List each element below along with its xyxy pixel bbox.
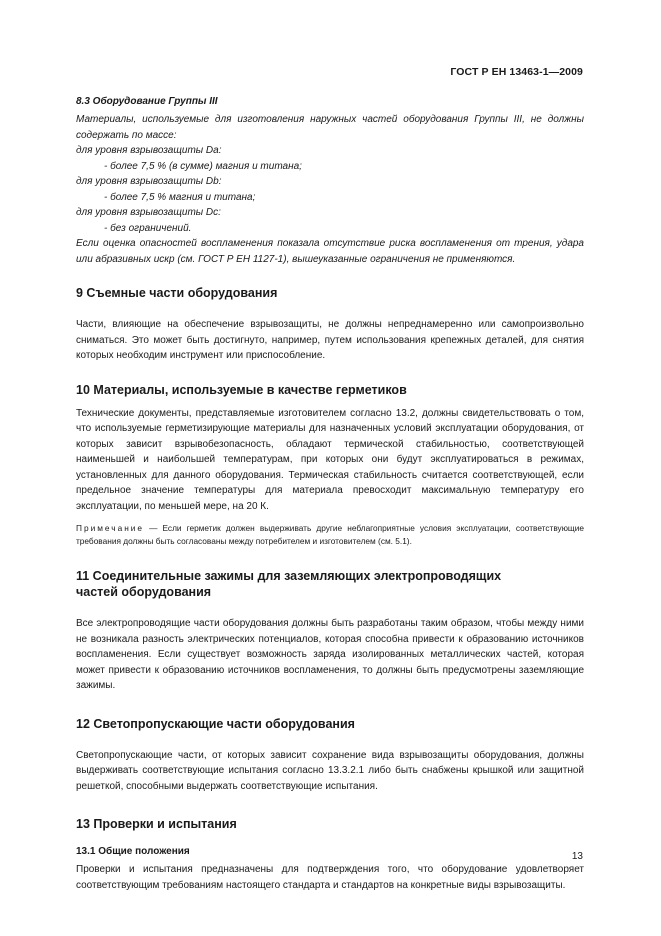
note-label: Примечание xyxy=(76,523,145,533)
section-10-text: Технические документы, представляемые изготовителем согласно 13.2, должны свидетельствовать о том, что используемые герметизирующие материалы для назначенных условий эксплуатации оборудования, от которых зависит взрывобезопасность, обладают термической стабильностью, соответствующей наименьшей и наибольшей температурам, при которых они будут эксплуатироваться в режимах, установленных для данного оборудования. Термическая стабильность считается соответствующей, если предельное значение температуры для материала превосходит максимальную температуру его эксплуатации, по меньшей мере, на 20 К. xyxy=(76,407,584,512)
level-dc-label: для уровня взрывозащиты Dc: xyxy=(76,207,221,218)
section-8-3-intro: Материалы, используемые для изготовления наружных частей оборудования Группы III, не должны содержать по массе: xyxy=(76,114,584,141)
section-11-title-line2: частей оборудования xyxy=(76,585,212,599)
section-13-1-text: Проверки и испытания предназначены для подтверждения того, что оборудование удовлетворяет соответствующим требованиям настоящего стандарта и стандартов на конкретные виды взрывозащиты. xyxy=(76,864,584,891)
level-db-label: для уровня взрывозащиты Db: xyxy=(76,176,222,187)
level-dc-item: - без ограничений. xyxy=(104,222,192,234)
section-12-text: Светопропускающие части, от которых зависит сохранение вида взрывозащиты оборудования, должны выдерживать соответствующие испытания согласно 13.3.2.1 либо быть снабжены крышкой или защитной решеткой, способными выдержать соответствующие испытания. xyxy=(76,749,584,792)
level-da-item: - более 7,5 % (в сумме) магния и титана; xyxy=(104,160,302,172)
level-da-label: для уровня взрывозащиты Da: xyxy=(76,145,222,156)
section-9-title: 9 Съемные части оборудования xyxy=(76,286,278,300)
page-number: 13 xyxy=(571,851,583,862)
level-db-item: - более 7,5 % магния и титана; xyxy=(104,191,256,203)
section-8-3-note: Если оценка опасностей воспламенения показала отсутствие риска воспламенения от трения, удара или абразивных искр (см. ГОСТ Р ЕН 1127-1), вышеуказанные ограничения не применяются. xyxy=(76,238,584,265)
note-text: — Если герметик должен выдерживать другие неблагоприятные условия эксплуатации, соответствующие требования должны быть согласованы между потребителем и изготовителем (см. 5.1). xyxy=(76,523,584,546)
section-13-title: 13 Проверки и испытания xyxy=(76,817,237,831)
section-8-3-title: 8.3 Оборудование Группы III xyxy=(76,96,218,107)
section-12-title: 12 Светопропускающие части оборудования xyxy=(76,716,355,731)
page-content xyxy=(76,94,584,893)
standard-code-header: ГОСТ Р ЕН 13463-1—2009 xyxy=(450,66,583,78)
section-13-1-title: 13.1 Общие положения xyxy=(76,846,190,857)
section-10-title: 10 Материалы, используемые в качестве герметиков xyxy=(76,382,407,397)
section-11-title-line1: 11 Соединительные зажимы для заземляющих электропроводящих xyxy=(76,569,502,583)
section-9-text: Части, влияющие на обеспечение взрывозащиты, не должны непреднамеренно или самопроизвольно сниматься. Это может быть достигнуто, например, путем использования крепежных деталей, для снятия которых необходим инструмент или приспособление. xyxy=(76,319,584,361)
section-11-text: Все электропроводящие части оборудования должны быть разработаны таким образом, чтобы между ними не возникала разность электрических потенциалов, которая способна привести к образованию источников воспламенения. Если существует возможность заряда изолированных металлических частей, которая может привести к образованию источников воспламенения, то должны быть предусмотрены заземляющие зажимы. xyxy=(76,618,584,691)
section-10-note xyxy=(76,522,584,548)
